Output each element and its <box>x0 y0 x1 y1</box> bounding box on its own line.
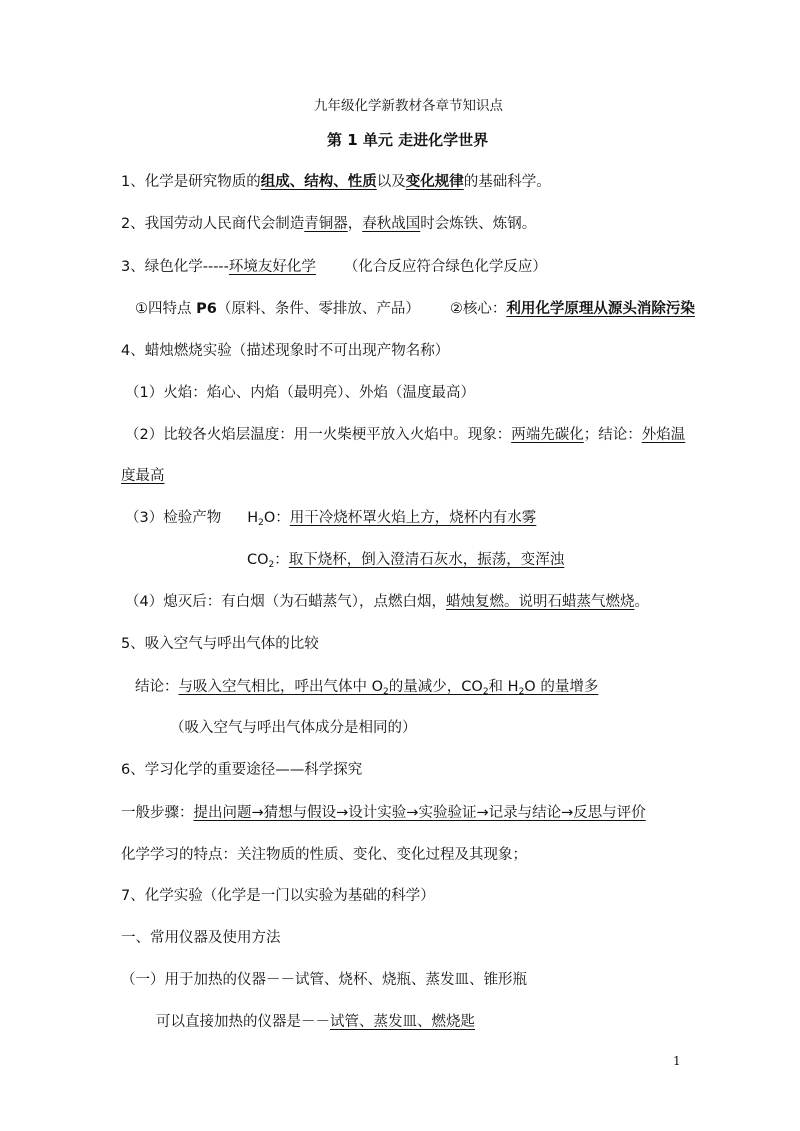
emphasis: 变化规律 <box>405 174 464 190</box>
paragraph-6 <box>121 760 362 780</box>
paragraph-3 <box>121 257 547 277</box>
underlined-term: 试管、蒸发皿、燃烧匙 <box>330 1014 475 1030</box>
text: 可以直接加热的仪器是－－ <box>156 1014 330 1030</box>
text: （2）比较各火焰层温度：用一火柴梗平放入火焰中。现象： <box>125 427 512 443</box>
text: 6、学习化学的重要途径——科学探究 <box>121 762 363 778</box>
underlined-term: 青铜器 <box>304 216 348 232</box>
text: 2、我国劳动人民商代会制造 <box>121 216 305 232</box>
underlined-term: 与吸入空气相比，呼出气体中 $O_2$的量减少，$CO_2$和 $H_2O$ 的量增多 <box>178 679 599 697</box>
section-heading <box>121 928 281 948</box>
document-title: 九年级化学新教材各章节知识点 <box>314 98 503 114</box>
text: ， <box>347 216 363 232</box>
page-ref: P6 <box>196 301 217 317</box>
underlined-term: 两端先碳化 <box>511 427 584 443</box>
text: 以及 <box>376 174 406 190</box>
note: （化合反应符合绿色化学反应） <box>343 259 547 275</box>
paragraph-4-1 <box>125 383 475 403</box>
text: ①四特点 <box>135 301 197 317</box>
text: 一般步骤： <box>121 805 194 821</box>
underlined-term: 用干冷烧杯罩火焰上方，烧杯内有水雾 <box>289 510 537 526</box>
paragraph-5-note <box>170 718 417 738</box>
text: 3、绿色化学----- <box>121 259 229 275</box>
paragraph-4-3-co2 <box>247 550 564 570</box>
underlined-term: 环境友好化学 <box>228 259 316 275</box>
text: 化学学习的特点：关注物质的性质、变化、变化过程及其现象； <box>121 847 527 863</box>
formula-co2: $CO_2$： <box>247 552 289 570</box>
paragraph-6-steps <box>121 803 646 823</box>
text: ；结论： <box>583 427 642 443</box>
unit-title: 第 1 单元 走进化学世界 <box>327 131 489 149</box>
paragraph-4-2 <box>125 425 685 445</box>
page-number: 1 <box>673 1054 681 1068</box>
formula-h2o: $H_2O$： <box>247 510 290 528</box>
text: 5、吸入空气与呼出气体的比较 <box>121 636 319 652</box>
text: 的基础科学。 <box>463 174 551 190</box>
paragraph-6-features <box>121 845 527 865</box>
paragraph-1 <box>121 172 551 192</box>
emphasis: 利用化学原理从源头消除污染 <box>506 301 695 317</box>
subsection-direct-heating <box>156 1012 475 1032</box>
text: （1）火焰：焰心、内焰（最明亮）、外焰（温度最高） <box>125 385 475 401</box>
text: 时会炼铁、炼钢。 <box>420 216 537 232</box>
text: ②核心： <box>449 301 507 317</box>
subsection-heating <box>121 970 527 990</box>
underlined-term: 提出问题→猜想与假设→设计实验→实验验证→记录与结论→反思与评价 <box>193 805 646 821</box>
paragraph-4-4 <box>125 592 649 612</box>
paragraph-5-conclusion <box>135 677 598 697</box>
paragraph-3-detail <box>135 299 695 319</box>
text: 1、化学是研究物质的 <box>121 174 261 190</box>
underlined-term: 度最高 <box>121 468 165 484</box>
text: 7、化学实验（化学是一门以实验为基础的科学） <box>121 888 435 904</box>
text: 结论： <box>135 679 179 695</box>
text: （4）熄灭后：有白烟（为石蜡蒸气），点燃白烟， <box>125 594 446 610</box>
underlined-term: 取下烧杯，倒入澄清石灰水，振荡，变浑浊 <box>288 552 565 568</box>
paragraph-4 <box>121 341 449 361</box>
text: （吸入空气与呼出气体成分是相同的） <box>170 720 417 736</box>
text: （原料、条件、零排放、产品） <box>216 301 420 317</box>
paragraph-7 <box>121 886 435 906</box>
text: 。 <box>634 594 649 610</box>
paragraph-5 <box>121 634 319 654</box>
paragraph-4-3 <box>125 508 536 528</box>
text: （一）用于加热的仪器－－试管、烧杯、烧瓶、蒸发皿、锥形瓶 <box>121 972 527 988</box>
emphasis: 组成、结构、性质 <box>260 174 377 190</box>
text: （3）检验产物 <box>125 510 222 526</box>
underlined-term: 外焰温 <box>641 427 686 443</box>
paragraph-4-2-cont <box>121 466 165 486</box>
text: 一、常用仪器及使用方法 <box>121 930 281 946</box>
underlined-term: 蜡烛复燃。说明石蜡蒸气燃烧 <box>445 594 635 610</box>
underlined-term: 春秋战国 <box>362 216 421 232</box>
paragraph-2 <box>121 214 536 234</box>
text: 4、蜡烛燃烧实验（描述现象时不可出现产物名称） <box>121 343 450 359</box>
